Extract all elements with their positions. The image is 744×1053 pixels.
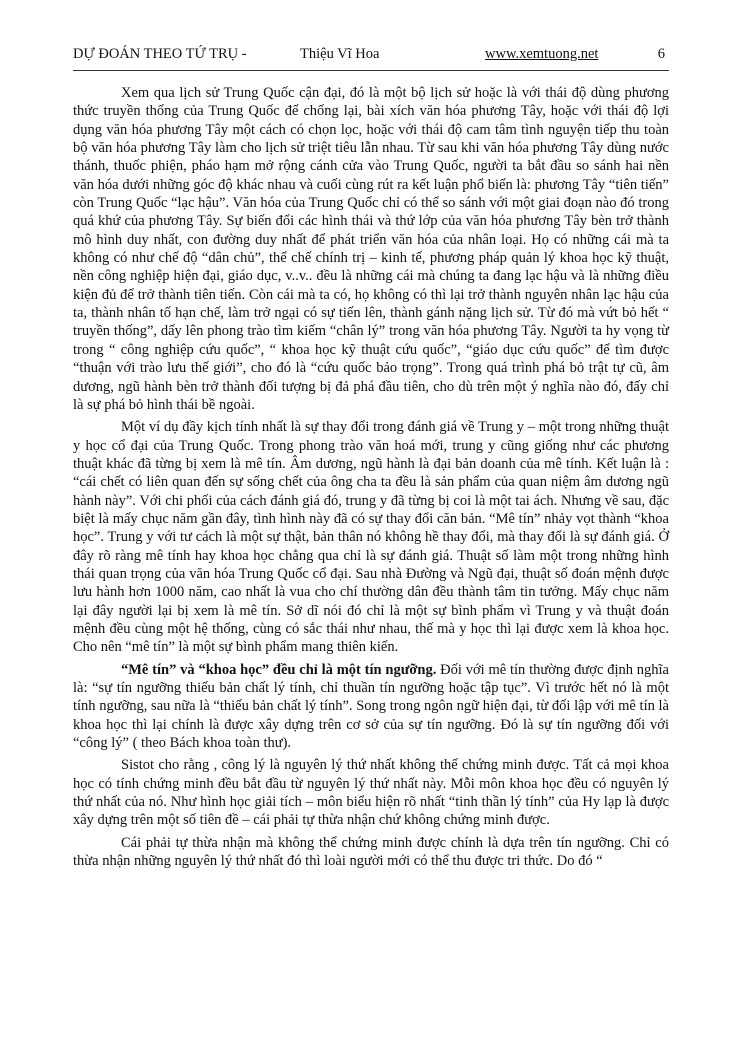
- paragraph-1: [73, 84, 669, 414]
- header-title: DỰ ĐOÁN THEO TỨ TRỤ -: [73, 46, 247, 62]
- paragraph-text: Cái phải tự thừa nhận mà không thể chứng minh được chính là dựa trên tín ngưỡng. Chỉ có thừa nhận những nguyên lý thứ nhất đó thì loài người mới có thể thu được tri thức. Do đó “: [73, 834, 669, 870]
- page-header: [73, 44, 669, 71]
- header-url-link[interactable]: www.xemtuong.net: [485, 46, 599, 62]
- paragraph-5: [73, 834, 669, 871]
- paragraph-2: [73, 418, 669, 656]
- paragraph-bold-lead: “Mê tín” và “khoa học” đều chỉ là một tín ngưỡng.: [121, 661, 437, 678]
- paragraph-text: Sistot cho rằng , công lý là nguyên lý thứ nhất không thể chứng minh được. Tất cả mọi khoa học có tính chứng minh đều bắt đầu từ nguyên lý thứ nhất này. Mỗi môn khoa học đều có nguyên lý thứ nhất của nó. Như hình học giải tích – môn biểu hiện rõ nhất “tinh thần lý tính” của Hy lạp là được xây dựng trên một số tiên đề – cái phải tự thừa nhận chứ không chứng minh được.: [73, 757, 669, 829]
- page-number: 6: [657, 46, 665, 62]
- paragraph-text: Xem qua lịch sử Trung Quốc cận đại, đó là một bộ lịch sử hoặc là với thái độ dùng phương thức truyền thống của Trung Quốc để chống lại, bài xích văn hóa phương Tây, hoặc với thái độ lợi dụng văn hóa phương Tây một cách có chọn lọc, hoặc với thái độ cam tâm tình nguyện tiếp thu toàn bộ văn hóa phương Tây làm cho lịch sử triệt tiêu lẫn nhau. Từ sau khi văn hóa phương Tây dùng nước thánh, thuốc phiện, pháo hạm mở rộng cánh cửa vào Trung Quốc, người ta bắt đầu so sánh hai nền văn hóa dưới những góc độ khác nhau và cuối cùng rút ra kết luận phổ biến là: phương Tây “tiên tiến” còn Trung Quốc “lạc hậu”. Văn hóa của Trung Quốc chỉ có thể so sánh với một giai đoạn nào đó trong quá khứ của phương Tây. Sự biến đổi các hình thái và thứ lớp của văn hóa phương Tây bèn trở thành mô hình duy nhất, con đường duy nhất để phát triển văn hóa của nhân loại. Họ có những cái mà ta không có như chế độ “dân chủ”, thể chế chính trị – kinh tế, phương pháp quản lý khoa học kỹ thuật, nền công nghiệp hiện đại, giáo dục, v..v.. đều là những cái mà chúng ta đang lạc hậu và là những điều kiện đủ để trở thành tiên tiến. Còn cái mà ta có, họ không có thì lại trở thành nguyên nhân lạc hậu của ta, thành nhân tố hạn chế, làm trở ngại có sự tiến lên, thành gánh nặng lịch sử. Từ đó mà vứt bỏ hết “ truyền thống”, dấy lên phong trào tìm kiếm “chân lý” trong văn hóa phương Tây. Người ta hy vọng từ trong “ công nghiệp cứu quốc”, “ khoa học kỹ thuật cứu quốc”, “giáo dục cứu quốc” để tìm được “thuận với trào lưu thế giới”, cho đó là “cứu quốc bảo trọng”. Trong quá trình phá bỏ trật tự cũ, âm dương, ngũ hành bèn trở thành đối tượng bị đả phá đầu tiên, cho dù trên một ý nghĩa nào đó, đấy chỉ là sự phá bỏ hình thái bề ngoài.: [73, 85, 669, 413]
- paragraph-text: Đối với mê tín thường được định nghĩa là: “sự tín ngưỡng thiếu bản chất lý tính, chỉ thuần tín ngưỡng hoặc tập tục”. Vì trước hết nó là một tính ngưỡng, sau nữa là “thiếu bản chất lý tính”. Song trong ngôn ngữ hiện đại, từ đối lập với mê tín là khoa học thì lại chính là được xây dựng trên cơ sở của sự tín ngưỡng. Đó là sự tín ngưỡng đối với “công lý” ( theo Bách khoa toàn thư).: [73, 661, 669, 752]
- header-author: Thiệu Vĩ Hoa: [300, 46, 380, 62]
- paragraph-text: Một ví dụ đầy kịch tính nhất là sự thay đổi trong đánh giá về Trung y – một trong những thuật y học cổ đại của Trung Quốc. Trong phong trào văn hoá mới, trung y cũng giống như các phương thuật khác đã từng bị xem là mê tín. Âm dương, ngũ hành là đại bản doanh của mê tính. Kết luận là : “cái chết có liên quan đến sự sống chết của ông cha ta đều là sản phẩm của quan niệm âm dương ngũ hành này”. Với chi phối của cách đánh giá đó, trung y đã từng bị coi là một tai ách. Nhưng về sau, đặc biệt là mấy chục năm gần đây, tình hình này đã có sự thay đổi căn bản. “Mê tín” nhảy vọt thành “khoa học”. Trung y với tư cách là một sự thật, bản thân nó không hề thay đổi, mà thay đổi là sự đánh giá. Ở đây rõ ràng mê tính hay khoa học chẳng qua chỉ là sự đánh giá. Thuật số làm một trong những hình thái quan trọng của văn hóa Trung Quốc cổ đại. Sau nhà Đường và Ngũ đại, thuật số đoán mệnh được lưu hành hơn 1000 năm, cao nhất là vua cho chí thường dân đều thành tâm tin tưởng. Mấy chục năm lại đây người lại bị xem là mê tín. Sở dĩ nói đó chỉ là một sự bình phẩm vì Trung y và thuật đoán mệnh đều cùng một hệ thống, cùng có sắc thái như nhau, thế mà y học thì lại được xem là khoa học. Cho nên “mê tín” là một sự bình phẩm mang thiên kiến.: [73, 419, 669, 656]
- document-body: [73, 84, 669, 870]
- paragraph-3: [73, 661, 669, 753]
- paragraph-4: [73, 756, 669, 829]
